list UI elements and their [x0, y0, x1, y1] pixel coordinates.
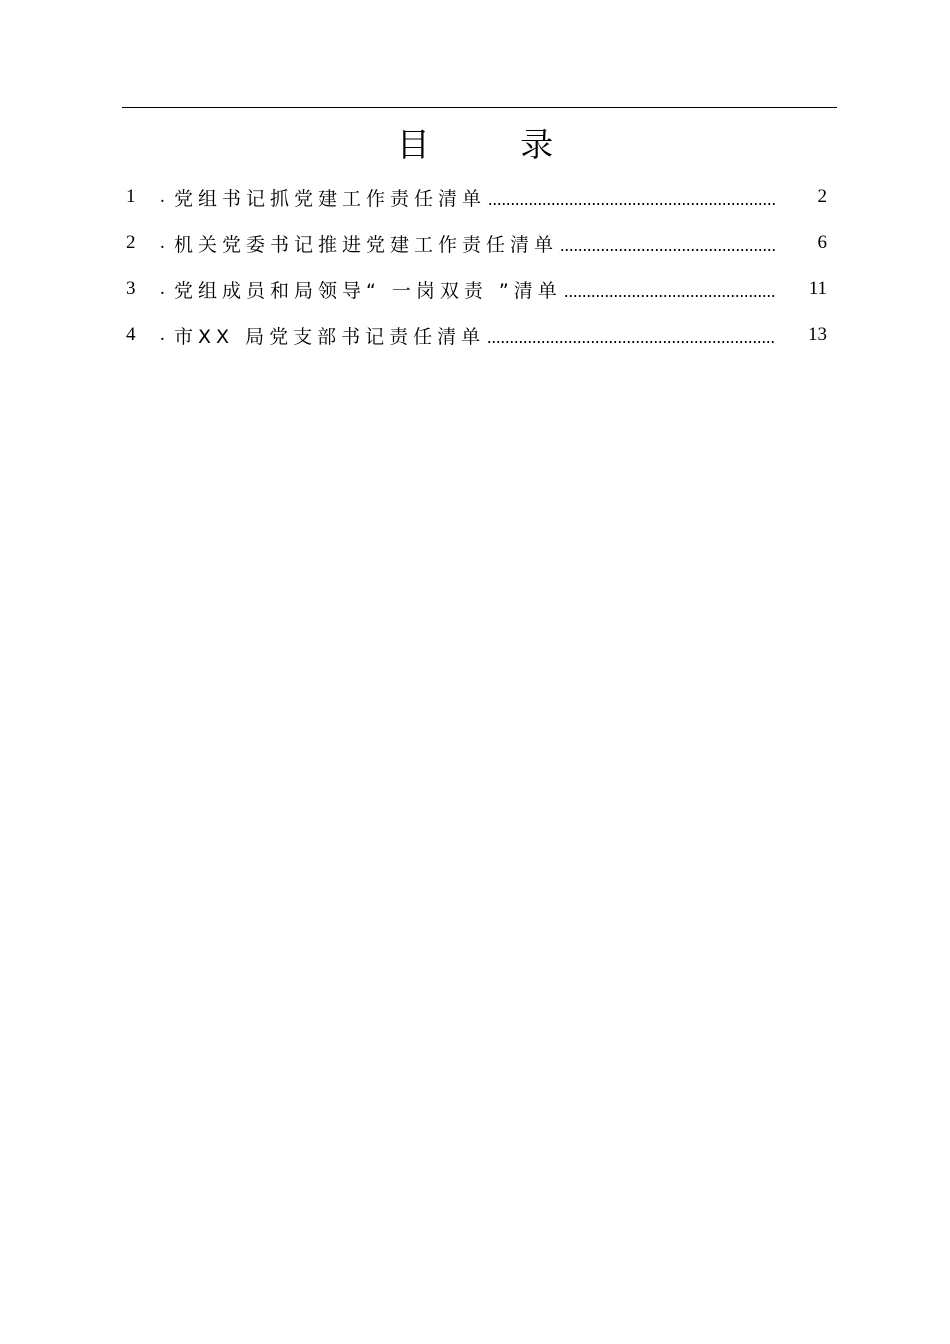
- toc-entry[interactable]: [122, 174, 837, 220]
- toc-leader-dots: [488, 174, 775, 220]
- toc-entry-page: 11: [808, 278, 827, 299]
- toc-entry-number: 4: [126, 324, 136, 345]
- toc-entry-title: 机关党委书记推进党建工作责任清单: [174, 233, 559, 256]
- toc-entry-title: 党组书记抓党建工作责任清单: [174, 187, 487, 210]
- toc-entry-separator: .: [160, 324, 165, 345]
- toc-entry-separator: .: [160, 186, 165, 207]
- toc-entry-number: 2: [126, 232, 136, 253]
- toc-entry-separator: .: [160, 232, 165, 253]
- toc-entry-page: 13: [808, 324, 827, 345]
- toc-entry-page: 2: [817, 186, 827, 207]
- toc-entry-page: 6: [817, 232, 827, 253]
- toc-entry[interactable]: [122, 312, 837, 358]
- toc-entry-title: 市XX 局党支部书记责任清单: [174, 325, 486, 348]
- toc-entry-number: 3: [126, 278, 136, 299]
- page-title: 目 录: [396, 125, 594, 164]
- header-rule: [122, 107, 837, 108]
- toc-entry[interactable]: [122, 220, 837, 266]
- toc-leader-dots: [487, 312, 775, 358]
- toc-entry[interactable]: [122, 266, 837, 312]
- table-of-contents: [122, 174, 837, 358]
- toc-entry-number: 1: [126, 186, 136, 207]
- toc-entry-separator: .: [160, 278, 165, 299]
- toc-entry-title: 党组成员和局领导“ 一岗双责 ”清单: [174, 279, 562, 302]
- toc-leader-dots: [560, 220, 775, 266]
- toc-leader-dots: [564, 266, 775, 312]
